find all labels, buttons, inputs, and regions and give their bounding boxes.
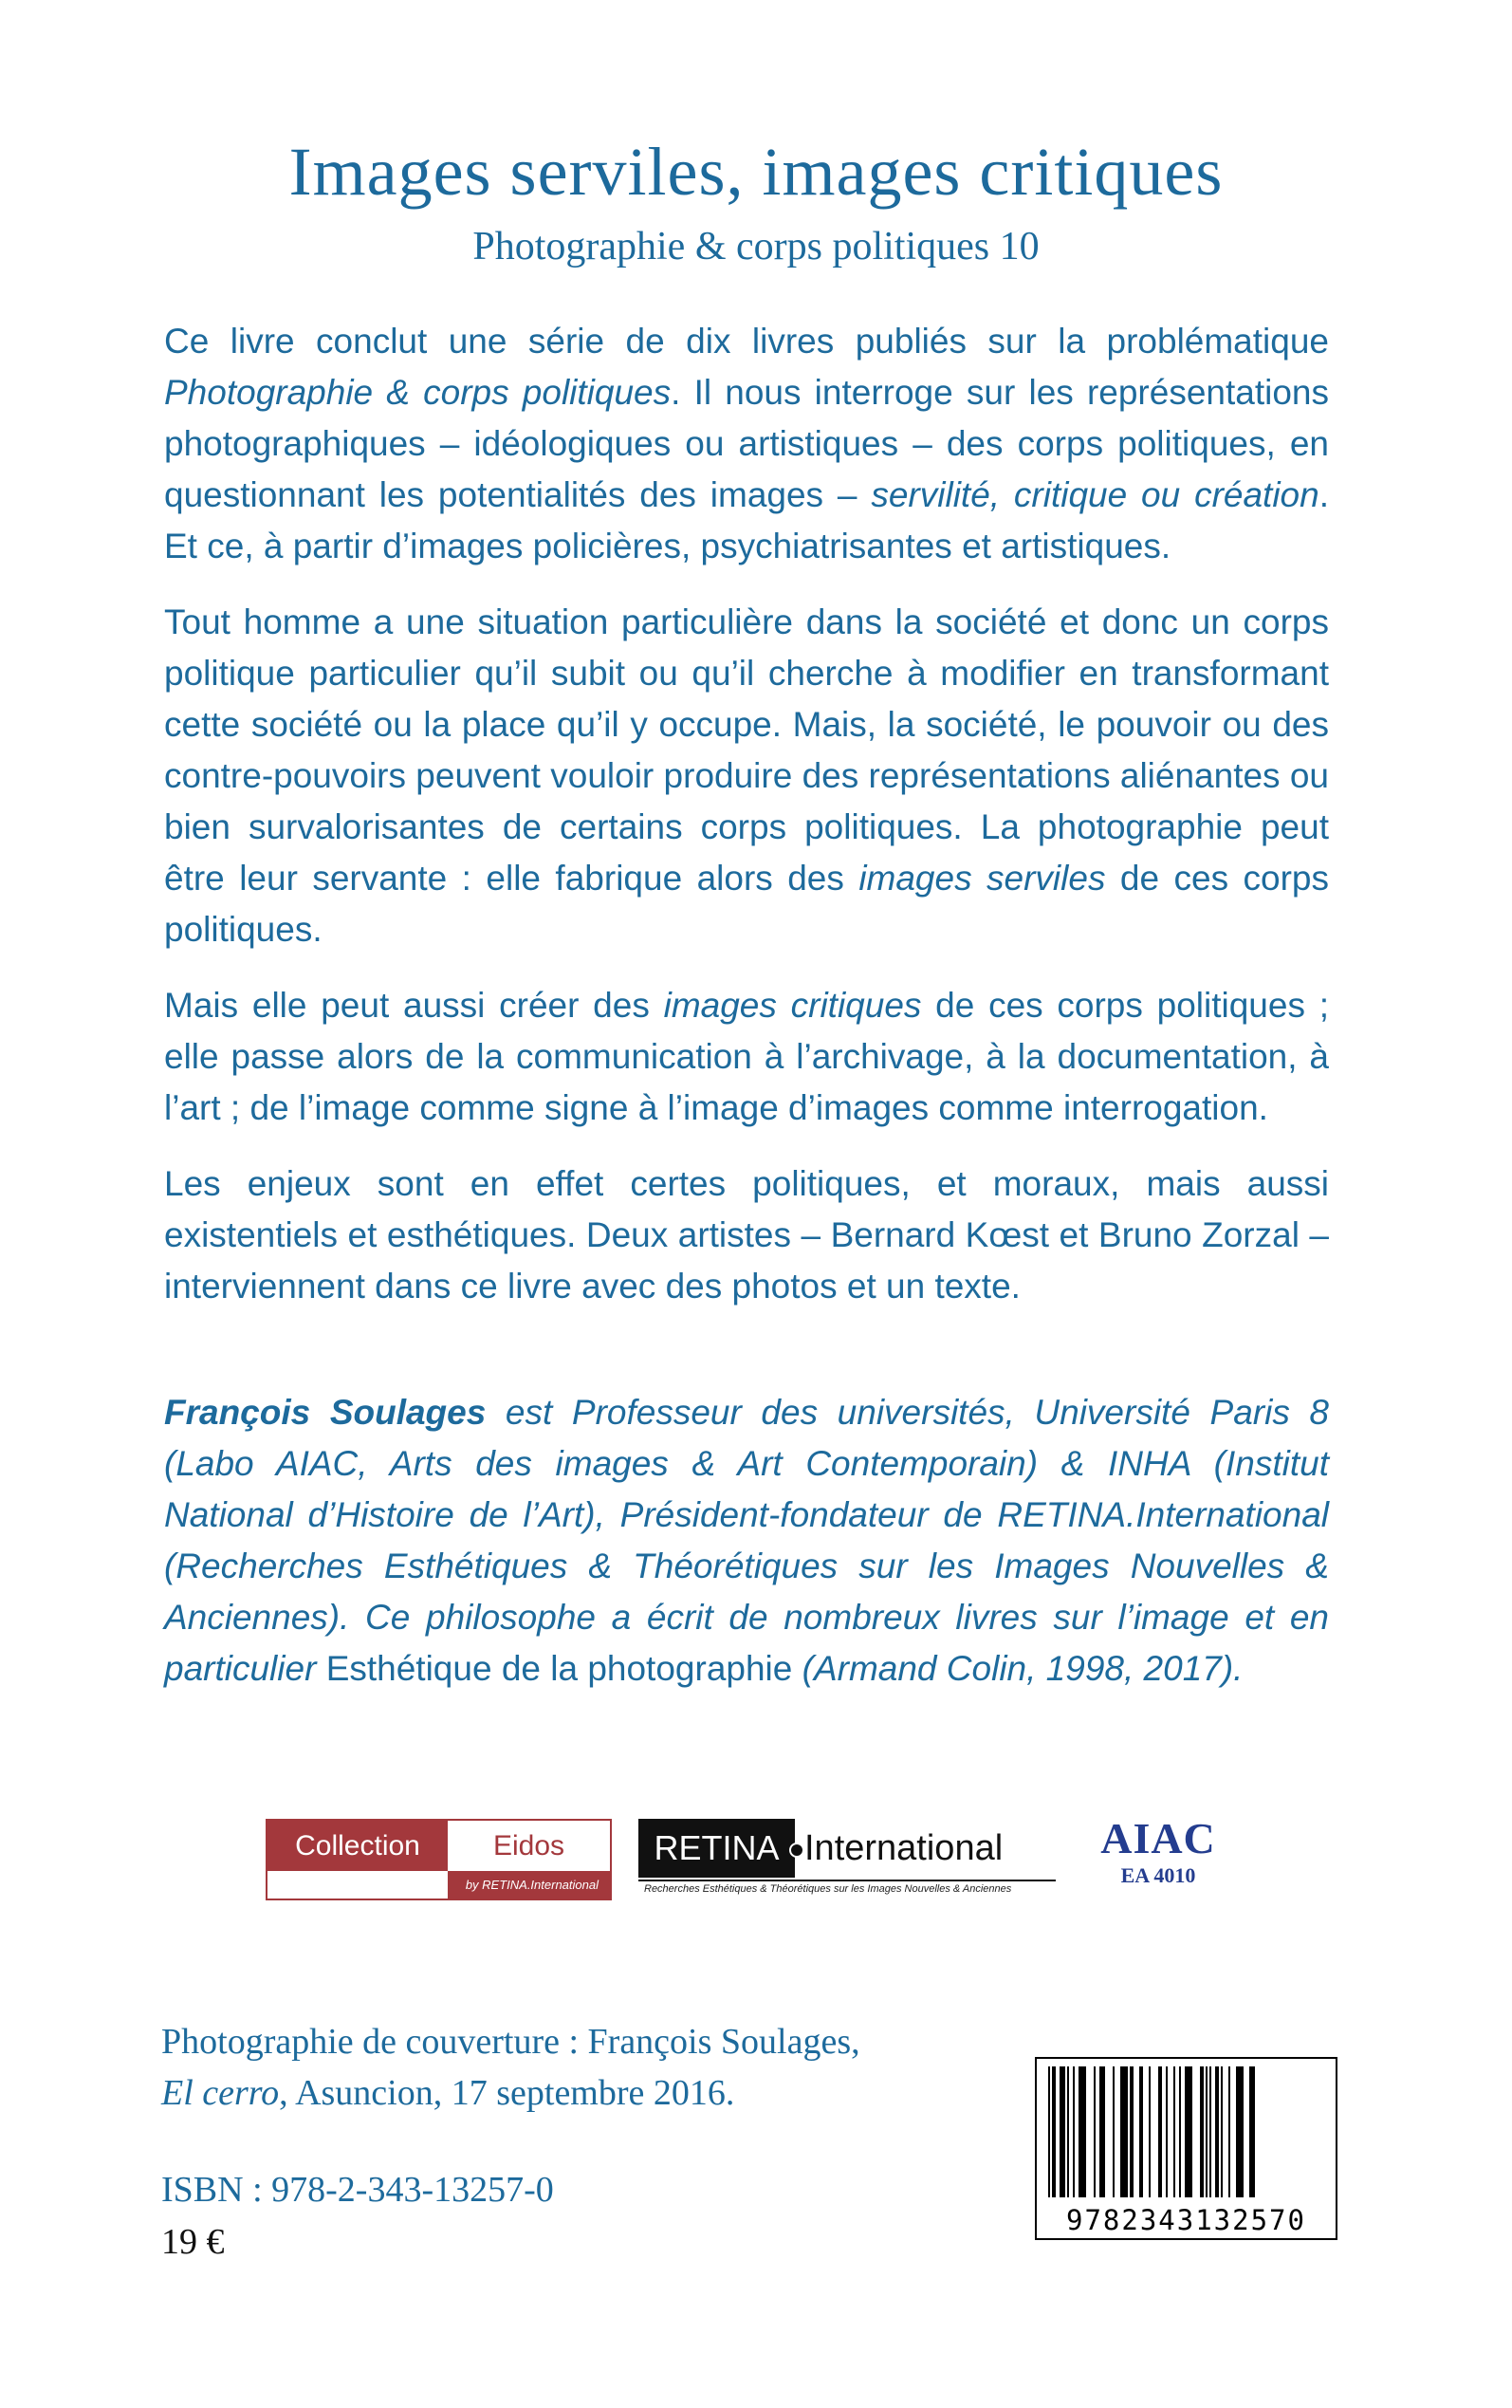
aiac-logo-code: EA 4010 — [1120, 1863, 1196, 1887]
emphasis-text: images serviles — [858, 859, 1106, 898]
barcode-bar — [1073, 2066, 1075, 2197]
barcode-bar — [1149, 2066, 1151, 2197]
cover-photo-credit — [161, 2016, 1015, 2119]
barcode-bar — [1067, 2066, 1069, 2197]
blurb-paragraph — [164, 980, 1329, 1134]
barcode-bar — [1185, 2066, 1192, 2197]
collection-eidos-logo — [266, 1819, 612, 1900]
retina-logo-box: RETINA — [638, 1819, 795, 1878]
body-text: de ces corps politiques. — [164, 859, 1329, 949]
barcode-bar — [1215, 2066, 1219, 2197]
emphasis-text: servilité, critique ou création — [871, 475, 1319, 514]
barcode-bars — [1044, 2066, 1328, 2199]
barcode-digits: 9782343132570 — [1066, 2204, 1306, 2236]
barcode-bar — [1179, 2066, 1181, 2197]
eidos-logo-subtitle: by RETINA.International — [448, 1871, 610, 1899]
barcode-bar — [1158, 2066, 1162, 2197]
retina-logo-rule — [638, 1880, 1056, 1881]
isbn: ISBN : 978-2-343-13257-0 — [161, 2170, 554, 2210]
author-bio-text: est Professeur des universités, Université Paris 8 (Labo AIAC, Arts des images & Art Contemporain) & INHA (Institut National d’Histoire de l’Art), Président-fondateur de RETINA.International (Recherches Esthétiques & Théorétiques sur les Images Nouvelles & Anciennes). Ce philosophe a écrit de nombreux livres sur l’image et en particulier — [164, 1393, 1329, 1688]
book-title: Images serviles, images critiques — [288, 134, 1224, 210]
eidos-logo-collection: Collection — [267, 1821, 448, 1871]
barcode-bar — [1094, 2066, 1096, 2197]
author-bio-text-end: (Armand Colin, 1998, 2017). — [792, 1649, 1244, 1688]
retina-logo-international: International — [804, 1828, 1004, 1868]
barcode-bar — [1120, 2066, 1128, 2197]
body-text: de ces corps politiques ; elle passe alors de la communication à l’archivage, à la documentation, à l’art ; de l’image comme signe à l’image d’images comme interrogation. — [164, 986, 1329, 1127]
barcode-bar — [1228, 2066, 1230, 2197]
barcode-bar — [1130, 2066, 1134, 2197]
barcode-bar — [1249, 2066, 1255, 2197]
barcode-bar — [1079, 2066, 1086, 2197]
author-bio — [164, 1387, 1329, 1695]
emphasis-text: images critiques — [663, 986, 922, 1025]
price: 19 € — [161, 2222, 225, 2262]
barcode-bar — [1099, 2066, 1105, 2197]
book-blurb — [164, 316, 1329, 1337]
aiac-logo-name: AIAC — [1100, 1814, 1216, 1862]
blurb-paragraph — [164, 316, 1329, 572]
emphasis-text: Photographie & corps politiques — [164, 373, 672, 412]
body-text: . Et ce, à partir d’images policières, psychiatrisantes et artistiques. — [164, 475, 1329, 565]
barcode-bar — [1060, 2066, 1065, 2197]
barcode-bar — [1139, 2066, 1143, 2197]
author-book-title: Esthétique de la photographie — [325, 1649, 793, 1688]
barcode-bar — [1173, 2066, 1175, 2197]
blurb-paragraph — [164, 597, 1329, 955]
barcode-bar — [1236, 2066, 1244, 2197]
cover-credit-title: El cerro — [161, 2073, 280, 2113]
barcode-bar — [1052, 2066, 1056, 2197]
cover-credit-details: , Asuncion, 17 septembre 2016. — [279, 2073, 735, 2113]
barcode-bar — [1209, 2066, 1211, 2197]
barcode-bar — [1206, 2066, 1208, 2197]
blurb-paragraph — [164, 1158, 1329, 1312]
aiac-logo — [1083, 1814, 1233, 1899]
retina-logo-dot — [789, 1843, 804, 1858]
body-text: Mais elle peut aussi créer des — [164, 986, 664, 1025]
eidos-logo-eidos: Eidos — [492, 1830, 565, 1862]
barcode — [1035, 2057, 1337, 2240]
body-text: Tout homme a une situation particulière dans la société et donc un corps politique particulier qu’il subit ou qu’il cherche à modifier en transformant cette société ou la place qu’il y occupe. Mais, la société, le pouvoir ou des contre-pouvoirs peuvent vouloir produire des représentations aliénantes ou bien survalorisantes de certains corps politiques. La photographie peut être leur servante : elle fabrique alors des — [164, 602, 1329, 898]
barcode-bar — [1113, 2066, 1115, 2197]
retina-international-logo — [638, 1819, 1056, 1899]
body-text: Les enjeux sont en effet certes politiques, et moraux, mais aussi existentiels et esthétiques. Deux artistes – Bernard Kœst et Bruno Zorzal – interviennent dans ce livre avec des photos et un texte. — [164, 1164, 1329, 1306]
body-text: Ce livre conclut une série de dix livres publiés sur la problématique — [164, 322, 1329, 361]
barcode-bar — [1048, 2066, 1050, 2197]
barcode-bar — [1166, 2066, 1168, 2197]
barcode-bar — [1221, 2066, 1223, 2197]
cover-credit-line1: Photographie de couverture : François Soulages, — [161, 2022, 860, 2062]
barcode-bar — [1200, 2066, 1204, 2197]
author-name: François Soulages — [164, 1393, 487, 1432]
retina-logo-tagline: Recherches Esthétiques & Théorétiques sur les Images Nouvelles & Anciennes — [644, 1883, 1012, 1895]
body-text: . Il nous interroge sur les représentations photographiques – idéologiques ou artistiques – des corps politiques, en questionnant les potentialités des images – — [164, 373, 1329, 514]
book-subtitle: Photographie & corps politiques 10 — [472, 225, 1040, 269]
